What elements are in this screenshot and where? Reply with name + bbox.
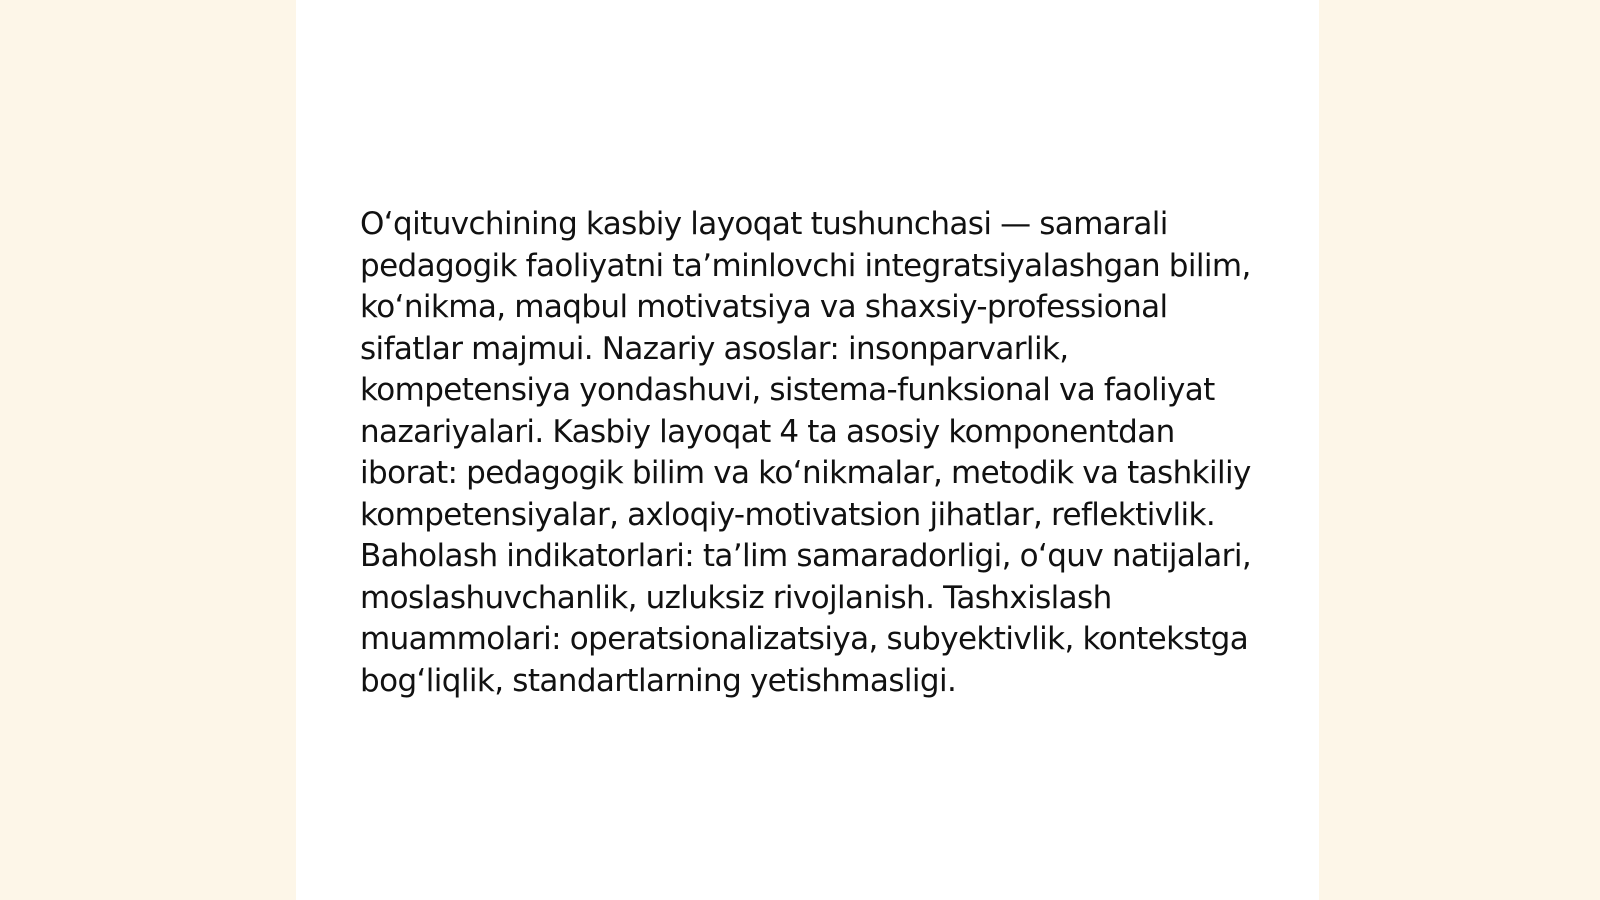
body-paragraph: O‘qituvchining kasbiy layoqat tushunchasi — samarali pedagogik faoliyatni ta’minlovchi integratsiyalashgan bilim, ko‘nikma, maqbul motivatsiya va shaxsiy-professional sifatlar majmui. Nazariy asoslar: insonparvarlik, kompetensiya yondashuvi, sistema-funksional va faoliyat nazariyalari. Kasbiy layoqat 4 ta asosiy komponentdan iborat: pedagogik bilim va ko‘nikmalar, metodik va tashkiliy kompetensiyalar, axloqiy-motivatsion jihatlar, reflektivlik. Baholash indikatorlari: ta’lim samaradorligi, o‘quv natijalari, moslashuvchanlik, uzluksiz rivojlanish. Tashxislash muammolari: operatsionalizatsiya, subyektivlik, kontekstga bog‘liqlik, standartlarning yetishmasligi. [360, 206, 1252, 699]
document-page [296, 0, 1319, 900]
